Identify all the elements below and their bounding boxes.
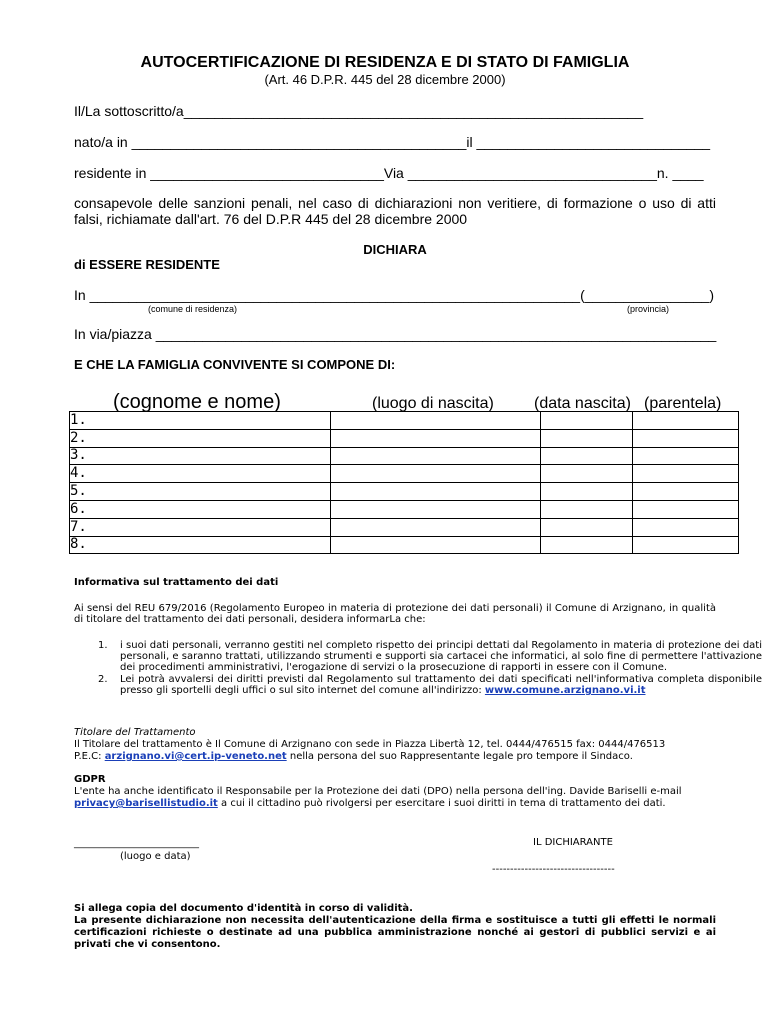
row-number: 5. [70, 483, 331, 501]
cell-data[interactable] [541, 518, 633, 536]
place-date-line[interactable]: _________________________ [74, 838, 199, 849]
cell-parentela[interactable] [633, 447, 739, 465]
cell-data[interactable] [541, 447, 633, 465]
table-row [70, 447, 739, 465]
cell-data[interactable] [541, 465, 633, 483]
informativa-intro: Ai sensi del REU 679/2016 (Regolamento Europeo in materia di protezione dei dati personali) il Comune di Arzignano, in qualità di titolare del trattamento dei dati personali, desidera informarLa che: [74, 603, 716, 625]
list-item: 2. Lei potrà avvalersi dei diritti previsti dal Regolamento sul trattamento dei dati specificati nell'informativa completa disponibile presso gli sportelli degli uffici o sul sito internet del comune all'indirizzo: www.comune.arzignano.vi.it [98, 674, 762, 696]
signature-line[interactable]: ---------------------------------- [492, 864, 615, 875]
cell-parentela[interactable] [633, 500, 739, 518]
titolare-text: Il Titolare del trattamento è Il Comune di Arzignano con sede in Piazza Libertà 12, tel. 0444/476515 fax: 0444/476513 [74, 739, 666, 750]
table-row [70, 500, 739, 518]
cell-parentela[interactable] [633, 412, 739, 430]
cell-data[interactable] [541, 429, 633, 447]
residente-heading: di ESSERE RESIDENTE [74, 257, 220, 272]
table-row [70, 518, 739, 536]
row-number: 8. [70, 536, 331, 554]
residente-line[interactable]: residente in ______________________________Via ________________________________n. ____ [74, 165, 704, 181]
gdpr-heading: GDPR [74, 774, 106, 785]
table-row [70, 536, 739, 554]
cell-luogo[interactable] [330, 412, 541, 430]
document-subtitle: (Art. 46 D.P.R. 445 del 28 dicembre 2000) [264, 72, 506, 87]
col-header-parentela: (parentela) [644, 395, 722, 412]
col-header-luogo: (luogo di nascita) [372, 395, 494, 412]
cell-parentela[interactable] [633, 465, 739, 483]
document-title: AUTOCERTIFICAZIONE DI RESIDENZA E DI STATO DI FAMIGLIA [140, 54, 630, 71]
place-date-caption: (luogo e data) [120, 851, 191, 862]
table-row [70, 465, 739, 483]
cell-luogo[interactable] [330, 536, 541, 554]
nato-line[interactable]: nato/a in ___________________________________________il ______________________________ [74, 134, 711, 150]
cell-parentela[interactable] [633, 518, 739, 536]
row-number: 2. [70, 429, 331, 447]
list-number: 1. [98, 640, 108, 651]
consapevole-text: consapevole delle sanzioni penali, nel caso di dichiarazioni non veritiere, di formazione o uso di atti falsi, richiamate dall'art. 76 del D.P.R 445 del 28 dicembre 2000 [74, 195, 716, 227]
dpo-email-link[interactable]: privacy@barisellistudio.it [74, 798, 218, 809]
cell-parentela[interactable] [633, 429, 739, 447]
cell-luogo[interactable] [330, 447, 541, 465]
row-number: 1. [70, 412, 331, 430]
table-row [70, 483, 739, 501]
cell-luogo[interactable] [330, 483, 541, 501]
cell-luogo[interactable] [330, 429, 541, 447]
declarant-label: IL DICHIARANTE [533, 837, 613, 848]
row-number: 4. [70, 465, 331, 483]
informativa-list [74, 640, 762, 696]
gdpr-line2: privacy@barisellistudio.it a cui il cittadino può rivolgersi per esercitare i suoi diritti in tema di trattamento dei dati. [74, 798, 666, 809]
provincia-caption: (provincia) [627, 304, 670, 314]
row-number: 7. [70, 518, 331, 536]
dichiara-heading: DICHIARA [363, 242, 427, 257]
cell-data[interactable] [541, 536, 633, 554]
famiglia-heading: E CHE LA FAMIGLIA CONVIVENTE SI COMPONE DI: [74, 357, 396, 372]
comune-line[interactable]: In _______________________________________________________________(________________) [74, 287, 714, 303]
footer-legal-note: La presente dichiarazione non necessita dell'autenticazione della firma e sostituisce a tutti gli effetti le normali certificazioni richieste o destinate ad una pubblica amministrazione nonché ai gestori di pubblici servizi e ai privati che vi consentono. [74, 915, 716, 950]
informativa-heading: Informativa sul trattamento dei dati [74, 577, 279, 588]
cell-parentela[interactable] [633, 536, 739, 554]
cell-luogo[interactable] [330, 465, 541, 483]
cell-luogo[interactable] [330, 500, 541, 518]
row-number: 6. [70, 500, 331, 518]
cell-parentela[interactable] [633, 483, 739, 501]
cell-data[interactable] [541, 412, 633, 430]
cell-data[interactable] [541, 483, 633, 501]
list-number: 2. [98, 674, 108, 685]
pec-line: P.E.C: arzignano.vi@cert.ip-veneto.net nella persona del suo Rappresentante legale pro tempore il Sindaco. [74, 751, 633, 762]
col-header-nome: (cognome e nome) [113, 391, 281, 413]
comune-website-link[interactable]: www.comune.arzignano.vi.it [484, 685, 646, 696]
gdpr-text: L'ente ha anche identificato il Responsabile per la Protezione dei dati (DPO) nella persona dell'ing. Davide Bariselli e-mail [74, 786, 682, 797]
family-table [69, 411, 739, 554]
titolare-heading: Titolare del Trattamento [74, 727, 196, 738]
row-number: 3. [70, 447, 331, 465]
sottoscritto-line[interactable]: Il/La sottoscritto/a___________________________________________________________ [74, 103, 644, 119]
list-item: 1. i suoi dati personali, verranno gestiti nel completo rispetto dei principi dettati dal Regolamento in materia di protezione dei dati personali, e saranno trattati, utilizzando strumenti e supporti sia cartacei che informatici, al solo fine di permettere l'attivazione dei procedimenti amministrativi, l'erogazione di servizi o la prosecuzione di rapporti in essere con il Comune. [98, 640, 762, 673]
col-header-data: (data nascita) [534, 395, 631, 412]
footer-document-note: Si allega copia del documento d'identità in corso di validità. [74, 903, 413, 914]
via-line[interactable]: In via/piazza ________________________________________________________________________ [74, 326, 717, 342]
cell-data[interactable] [541, 500, 633, 518]
cell-luogo[interactable] [330, 518, 541, 536]
comune-caption: (comune di residenza) [148, 304, 238, 314]
table-row [70, 429, 739, 447]
pec-link[interactable]: arzignano.vi@cert.ip-veneto.net [104, 751, 287, 762]
table-row [70, 412, 739, 430]
